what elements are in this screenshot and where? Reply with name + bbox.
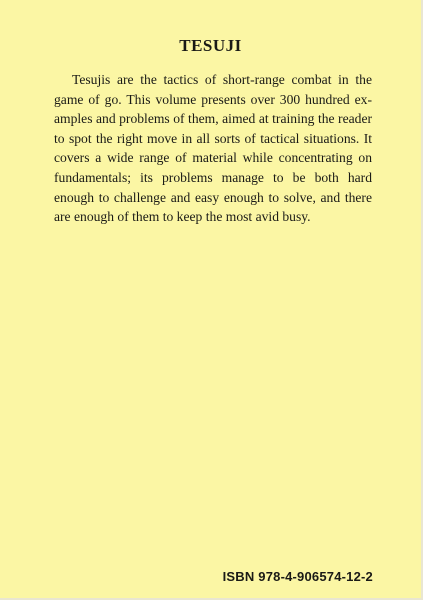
isbn-number: ISBN 978-4-906574-12-2: [222, 569, 373, 584]
book-title: TESUJI: [179, 36, 242, 55]
book-description: Tesujis are the tactics of short-range combat in the game of go. This volume presents over 300 hundred examples and problems of them, aimed at training the reader to spot the right move in all sorts of tactical situations. It covers a wide range of material while concentrating on fundamentals; its problems manage to be both hard enough to challenge and easy enough to solve, and there are enough of them to keep the most avid busy.: [54, 72, 372, 225]
